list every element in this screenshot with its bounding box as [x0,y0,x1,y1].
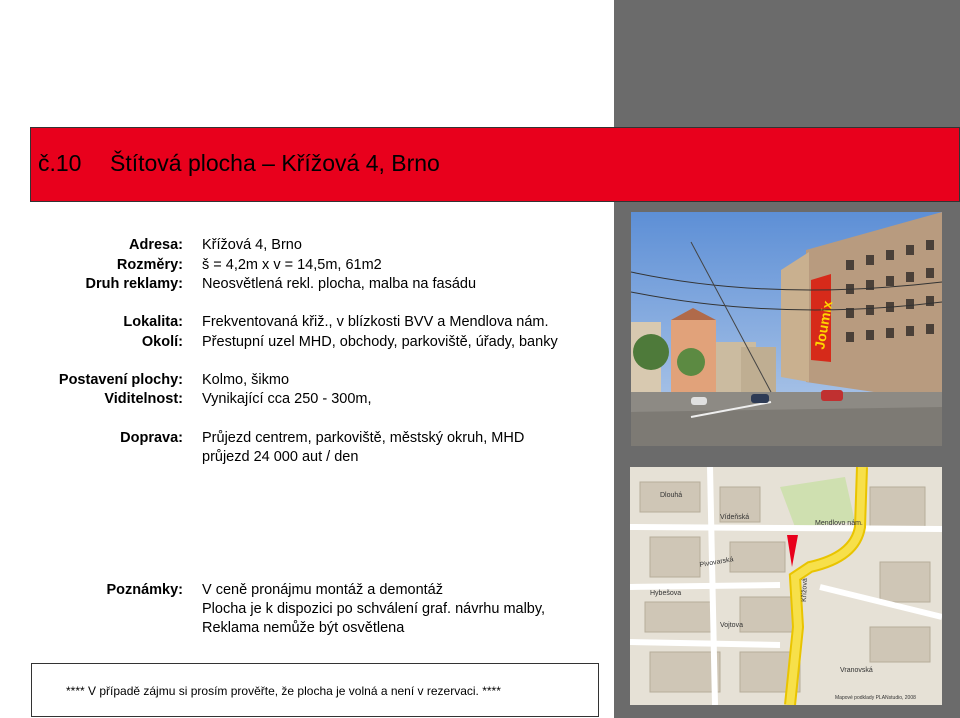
map-label-mendlovo: Mendlovo nám. [815,520,863,527]
address-label: Adresa: [129,237,183,253]
visibility-label: Viditelnost: [104,391,183,407]
notes-line-3: Reklama nemůže být osvětlena [202,620,405,636]
notes-line-1: V ceně pronájmu montáž a demontáž [202,582,443,598]
map-label-videnska: Vídeňská [720,514,750,521]
traffic-value: Průjezd centrem, parkoviště, městský okruh, MHD [202,430,525,446]
billboard-text: Joumix [811,299,836,351]
traffic-label: Doprava: [120,430,183,446]
map-label-pivovarska: Pivovarská [699,556,735,569]
locality-value: Frekventovaná křiž., v blízkosti BVV a Mendlova nám. [202,314,549,330]
map-illustration [630,467,942,705]
location-photo [631,212,942,446]
visibility-value: Vynikající cca 250 - 300m, [202,391,372,407]
map-label-vranovska: Vranovská [840,667,873,674]
street-photo-illustration [631,212,942,446]
dimensions-value: š = 4,2m x v = 14,5m, 61m2 [202,257,382,273]
offer-number: č.10 [38,150,82,176]
locality-label: Lokalita: [123,314,183,330]
map-label-krizova: Křížová [801,578,809,603]
map-label-hybesova: Hybešova [650,590,682,597]
placement-value: Kolmo, šikmo [202,372,290,388]
offer-title: Štítová plocha – Křížová 4, Brno [110,150,440,176]
placement-label: Postavení plochy: [58,372,183,388]
address-value: Křížová 4, Brno [202,237,302,253]
surroundings-value: Přestupní uzel MHD, obchody, parkoviště, úřady, banky [202,334,558,350]
map-label-vojtova: Vojtova [720,622,743,629]
map-label-dlouha: Dlouhá [660,492,683,499]
ad-type-label: Druh reklamy: [85,276,183,292]
page-title [38,150,440,177]
ad-type-value: Neosvětlená rekl. plocha, malba na fasádu [202,276,477,292]
dimensions-label: Rozměry: [116,257,183,273]
surroundings-label: Okolí: [141,334,183,350]
notes-line-2: Plocha je k dispozici po schválení graf. návrhu malby, [202,601,546,617]
traffic-value-2: průjezd 24 000 aut / den [202,449,359,465]
notes-label: Poznámky: [106,582,183,598]
footer-note: **** V případě zájmu si prosím prověřte, že plocha je volná a není v rezervaci. **** [66,684,501,698]
map-copyright: Mapové podklady PLANstudio, 2008 [835,695,916,701]
location-map [630,467,942,705]
